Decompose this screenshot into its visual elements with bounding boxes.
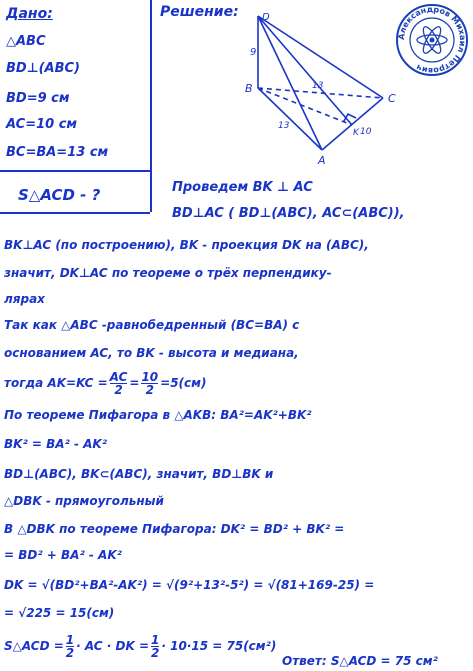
label-ba-length: 13 bbox=[278, 121, 290, 131]
pyramid-figure bbox=[240, 10, 400, 170]
step-17: S△ACD = $\frac{1}{2}$ · AC · DK = $\frac{1}{2}$ · 10·15 = 75(см²) bbox=[4, 633, 277, 660]
step-15: DK = √(BD²+BA²-AK²) = √(9²+13²-5²) = √(81+169-25) = bbox=[4, 578, 375, 592]
given-title: Дано: bbox=[6, 6, 53, 22]
find-area: S△ACD - ? bbox=[18, 186, 101, 204]
author-stamp bbox=[394, 2, 470, 78]
step-4: значит, DK⊥AC по теореме о трёх перпендику- bbox=[4, 266, 332, 280]
step-8: тогда AK=KC = $\frac{AC}{2}$ = $\frac{10}{2}$ =5(см) bbox=[4, 370, 207, 397]
fraction-ac-over-2: $\frac{AC}{2}$ bbox=[109, 370, 128, 397]
given-line-1: △ABC bbox=[6, 34, 46, 49]
step-13: В △DBK по теореме Пифагора: DK² = BD² + BK² = bbox=[4, 522, 345, 536]
label-d: D bbox=[262, 12, 270, 23]
edge-ac bbox=[322, 98, 383, 150]
step-3: BK⊥AC (по построению), BK - проекция DK на (ABC), bbox=[4, 238, 369, 252]
step-14: = BD² + BA² - AK² bbox=[4, 548, 122, 562]
given-line-3: BD=9 см bbox=[6, 91, 70, 106]
step-16: = √225 = 15(см) bbox=[4, 606, 115, 620]
solution-title: Решение: bbox=[160, 4, 239, 20]
given-line-2: BD⊥(ABC) bbox=[6, 61, 80, 76]
step-11: BD⊥(ABC), BK⊂(ABC), значит, BD⊥BK и bbox=[4, 467, 274, 481]
step-6: Так как △ABC -равнобедренный (BC=BA) с bbox=[4, 318, 300, 332]
edge-ba bbox=[258, 88, 322, 150]
fraction-1-over-2-a: $\frac{1}{2}$ bbox=[65, 633, 75, 660]
fraction-10-over-2: $\frac{10}{2}$ bbox=[141, 370, 159, 397]
step-10: BK² = BA² - AK² bbox=[4, 437, 107, 451]
step-12: △DBK - прямоугольный bbox=[4, 494, 164, 508]
step-2: BD⊥AC ( BD⊥(ABC), AC⊂(ABC)), bbox=[172, 206, 405, 221]
answer: Ответ: S△ACD = 75 см² bbox=[282, 654, 438, 668]
label-k: K bbox=[353, 128, 359, 138]
edge-bk bbox=[258, 88, 352, 125]
label-a: A bbox=[318, 154, 326, 167]
right-angle-mark bbox=[344, 114, 356, 121]
given-line-4: AC=10 см bbox=[6, 117, 78, 132]
step-5: лярах bbox=[4, 292, 45, 306]
given-divider-vertical bbox=[150, 0, 152, 212]
label-ac-length: 10 bbox=[360, 127, 372, 137]
given-line-5: BC=BA=13 см bbox=[6, 145, 109, 160]
fraction-1-over-2-b: $\frac{1}{2}$ bbox=[151, 633, 160, 660]
given-divider-horizontal bbox=[0, 170, 150, 172]
edge-dk bbox=[258, 16, 352, 125]
label-bc-length: 13 bbox=[312, 81, 324, 91]
svg-text:Александров Михаил Петрович: Александров Михаил Петрович bbox=[396, 4, 468, 76]
label-b: B bbox=[245, 82, 253, 95]
step-7: основанием AC, то BK - высота и медиана, bbox=[4, 346, 299, 360]
step-1: Проведем BK ⊥ AC bbox=[172, 180, 313, 195]
find-divider-horizontal bbox=[0, 212, 150, 214]
label-c: C bbox=[388, 92, 396, 105]
step-9: По теореме Пифагора в △AKB: BA²=AK²+BK² bbox=[4, 408, 312, 422]
label-bd-length: 9 bbox=[250, 47, 257, 58]
